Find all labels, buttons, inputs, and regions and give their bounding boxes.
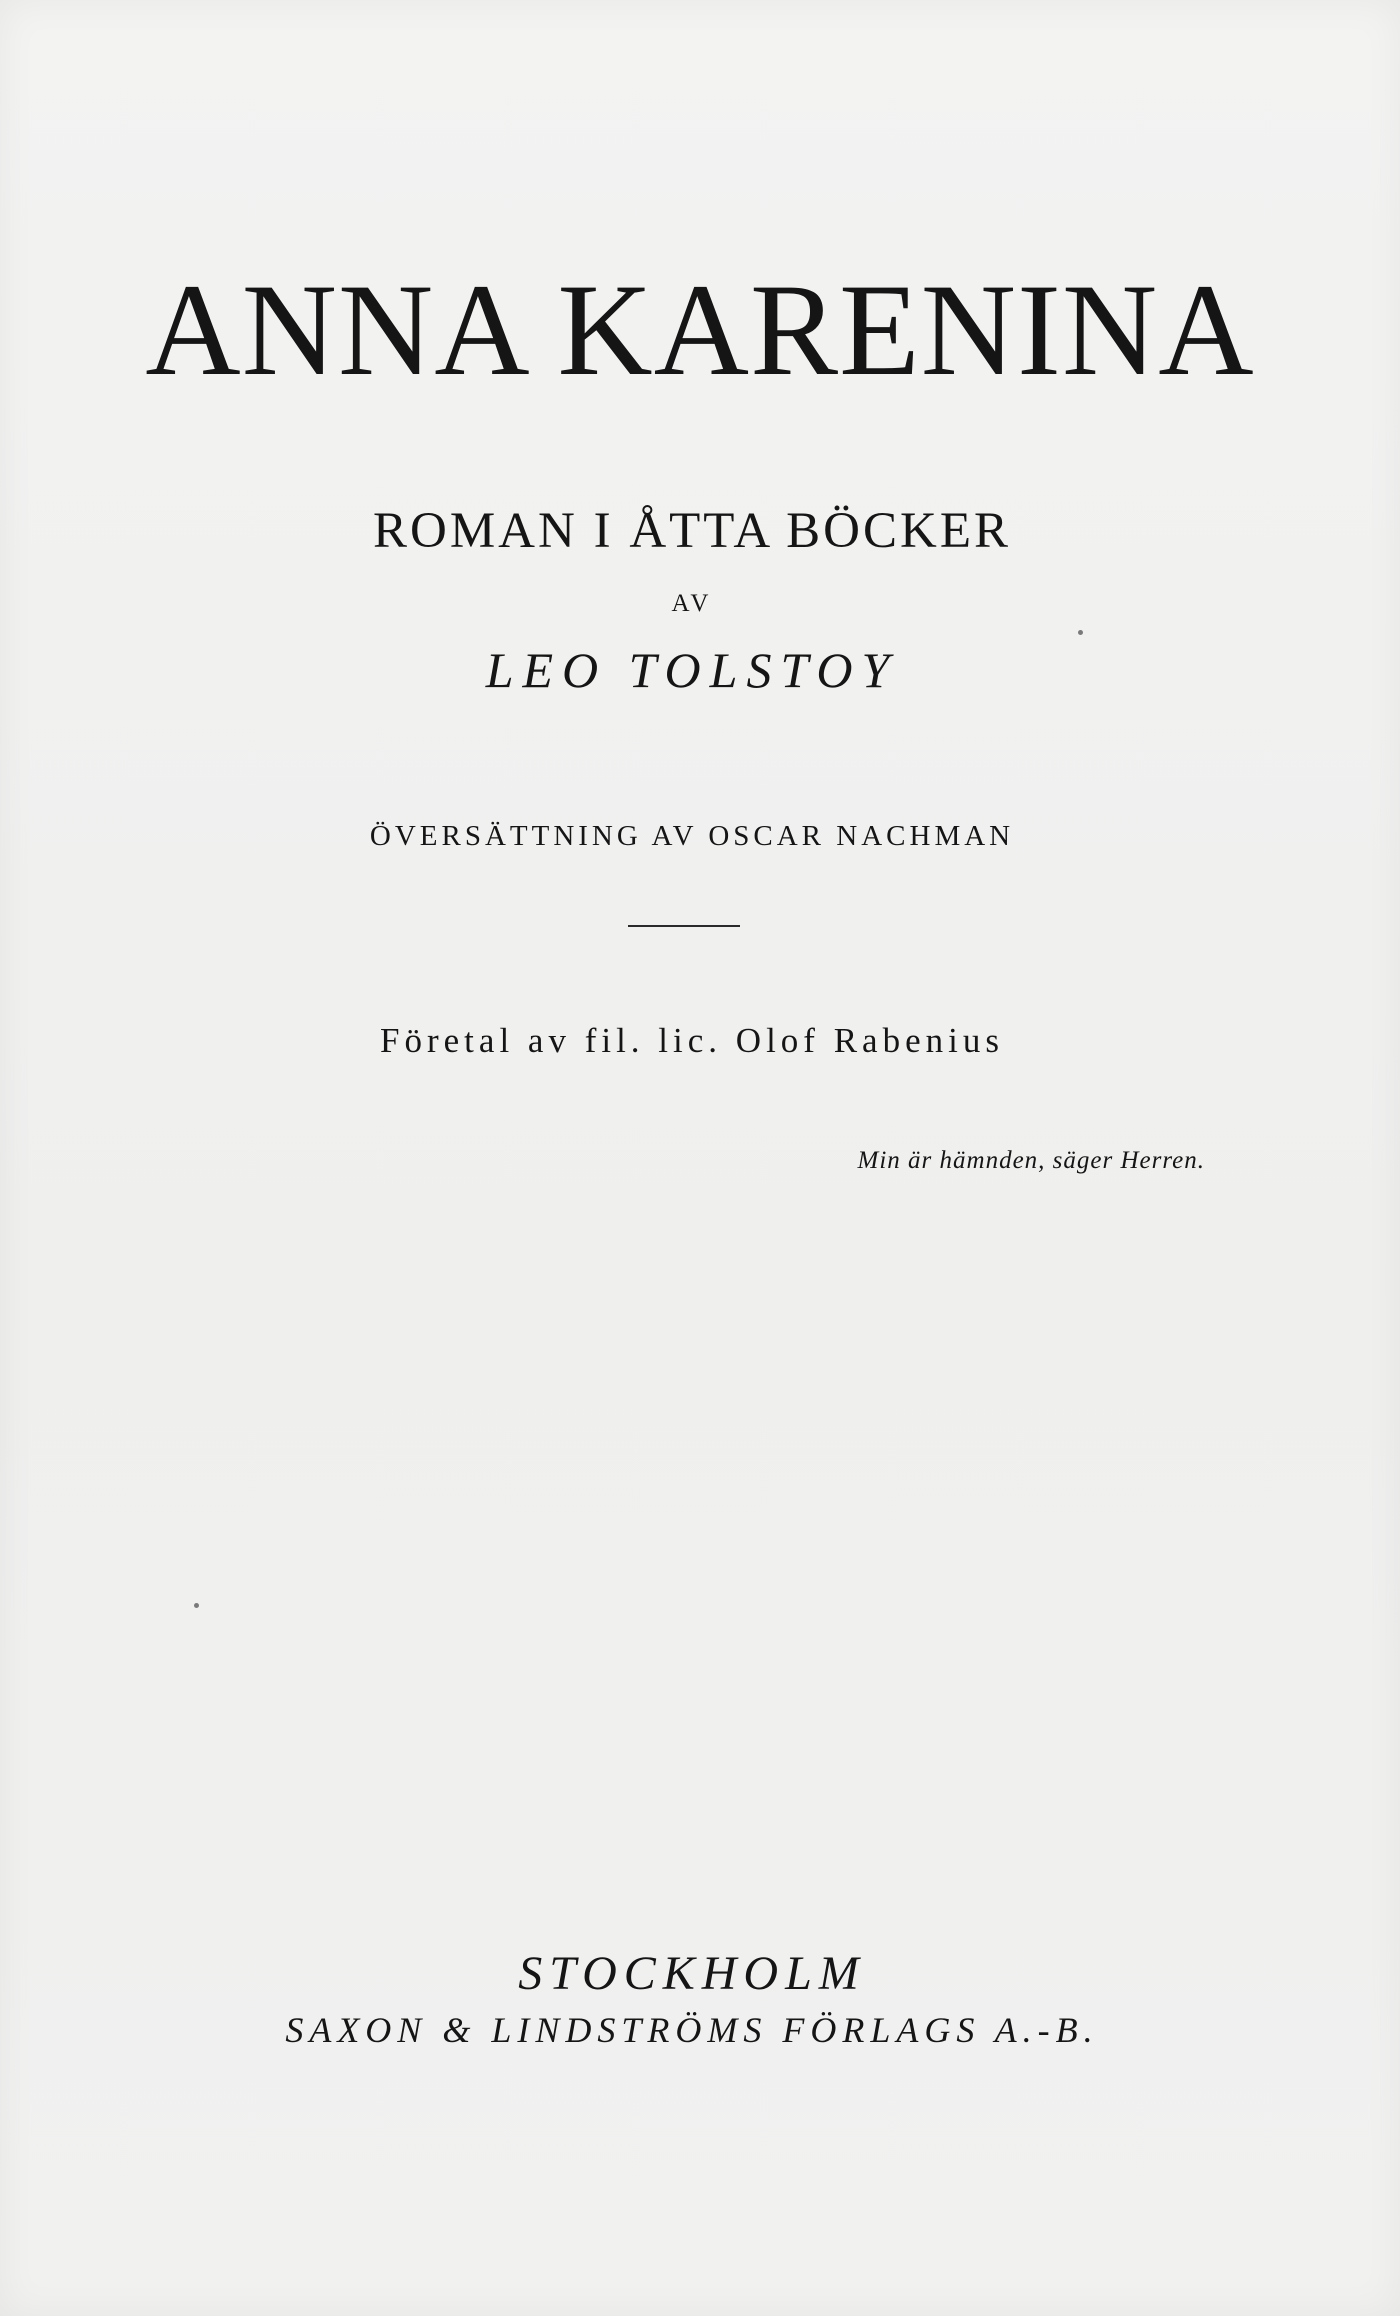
- book-subtitle: ROMAN I ÅTTA BÖCKER: [372, 503, 1012, 559]
- publisher-name: SAXON & LINDSTRÖMS FÖRLAGS A.-B.: [285, 2010, 1099, 2050]
- book-title: ANNA KARENINA: [145, 256, 1255, 403]
- preface-credit: Företal av fil. lic. Olof Rabenius: [380, 1021, 1004, 1060]
- by-label: AV: [671, 590, 713, 617]
- paper-speck: [194, 1603, 199, 1608]
- epigraph: Min är hämnden, säger Herren.: [857, 1147, 1205, 1174]
- paper-speck: [1078, 630, 1083, 635]
- section-divider: [628, 925, 740, 927]
- author-name: LEO TOLSTOY: [485, 642, 899, 698]
- publication-city: STOCKHOLM: [518, 1947, 866, 2000]
- translator-credit: ÖVERSÄTTNING AV OSCAR NACHMAN: [369, 820, 1015, 852]
